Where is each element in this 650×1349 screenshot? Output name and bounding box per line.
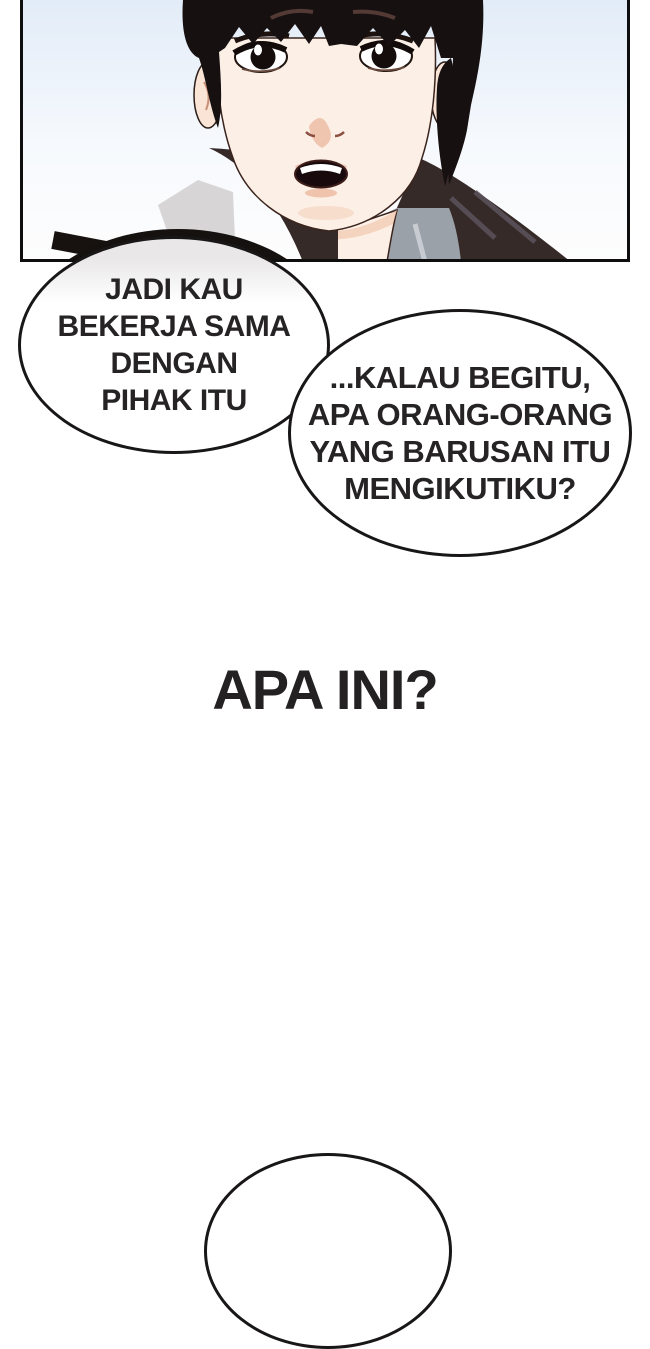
speech-line: PIHAK ITU [101, 384, 247, 417]
speech-line: DENGAN [110, 347, 238, 380]
comic-panel [20, 0, 630, 262]
speech-line: BEKERJA SAMA [57, 310, 291, 343]
speech-line: APA ORANG-ORANG [307, 397, 613, 432]
narration-text: APA INI? [212, 658, 438, 721]
left-eye [234, 42, 287, 72]
speech-bubble-1 [18, 236, 330, 454]
right-eye [360, 41, 413, 71]
speech-line: JADI KAU [105, 273, 243, 306]
speech-line: MENGIKUTIKU? [344, 471, 576, 506]
speech-line: YANG BARUSAN ITU [309, 434, 611, 469]
speech-bubble-2 [288, 309, 632, 557]
character-illustration [23, 0, 627, 259]
speech-line: ...KALAU BEGITU, [329, 360, 591, 395]
speech-bubble-partial-bottom [204, 1153, 452, 1349]
